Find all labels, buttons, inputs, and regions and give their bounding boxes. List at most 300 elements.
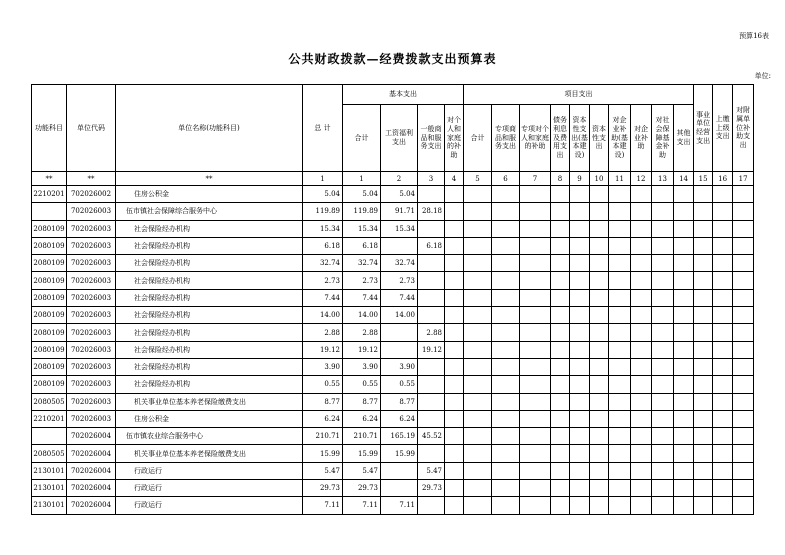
table-row (32, 376, 754, 393)
wage-cell: 32.74 (381, 255, 418, 272)
header-capital: 资本性支出 (590, 105, 609, 172)
basic-sum-cell: 3.90 (343, 358, 381, 375)
empty-cell (445, 497, 464, 514)
total-cell: 32.74 (303, 255, 343, 272)
index-cell: 14 (674, 172, 694, 186)
empty-cell (652, 237, 674, 254)
empty-cell (733, 393, 754, 410)
empty-cell (445, 289, 464, 306)
func-code-cell: 2210201 (32, 186, 67, 203)
empty-cell (609, 497, 631, 514)
goods-cell (418, 497, 445, 514)
basic-sum-cell: 5.04 (343, 186, 381, 203)
empty-cell (631, 376, 652, 393)
wage-cell: 15.99 (381, 445, 418, 462)
goods-cell (418, 289, 445, 306)
empty-cell (652, 462, 674, 479)
func-code-cell: 2130101 (32, 462, 67, 479)
empty-cell (631, 220, 652, 237)
empty-cell (631, 255, 652, 272)
empty-cell (590, 289, 609, 306)
unit-name-cell: 社会保险经办机构 (116, 272, 303, 289)
total-cell: 29.73 (303, 480, 343, 497)
wage-cell: 165.19 (381, 428, 418, 445)
total-cell: 5.47 (303, 462, 343, 479)
empty-cell (652, 480, 674, 497)
total-cell: 6.18 (303, 237, 343, 254)
empty-cell (570, 203, 590, 220)
unit-code-cell: 702026003 (67, 237, 116, 254)
empty-cell (609, 445, 631, 462)
unit-code-cell: 702026004 (67, 480, 116, 497)
empty-cell (590, 324, 609, 341)
unit-name-cell: 社会保险经办机构 (116, 289, 303, 306)
empty-cell (609, 324, 631, 341)
empty-cell (674, 428, 694, 445)
func-code-cell (32, 203, 67, 220)
wage-cell: 2.73 (381, 272, 418, 289)
empty-cell (652, 497, 674, 514)
unit-name-cell: 伍市镇社会保障综合服务中心 (116, 203, 303, 220)
empty-cell (464, 358, 492, 375)
func-code-cell: 2080109 (32, 255, 67, 272)
empty-cell (652, 255, 674, 272)
empty-cell (464, 480, 492, 497)
empty-cell (694, 289, 713, 306)
empty-cell (445, 445, 464, 462)
header-unit-code: 单位代码 (67, 85, 116, 172)
unit-code-cell: 702026002 (67, 186, 116, 203)
unit-code-cell: 702026003 (67, 255, 116, 272)
basic-sum-cell: 2.88 (343, 324, 381, 341)
empty-cell (551, 358, 570, 375)
table-row (32, 480, 754, 497)
unit-code-cell: 702026004 (67, 497, 116, 514)
empty-cell (631, 428, 652, 445)
empty-cell (674, 203, 694, 220)
unit-name-cell: 社会保险经办机构 (116, 307, 303, 324)
empty-cell (445, 462, 464, 479)
empty-cell (652, 203, 674, 220)
empty-cell (520, 376, 551, 393)
empty-cell (445, 376, 464, 393)
unit-code-cell: 702026004 (67, 445, 116, 462)
empty-cell (445, 237, 464, 254)
unit-name-cell: 住房公积金 (116, 410, 303, 427)
basic-sum-cell: 6.18 (343, 237, 381, 254)
empty-cell (520, 324, 551, 341)
table-row (32, 497, 754, 514)
empty-cell (713, 186, 733, 203)
empty-cell (464, 445, 492, 462)
goods-cell (418, 255, 445, 272)
basic-sum-cell: 5.47 (343, 462, 381, 479)
empty-cell (694, 272, 713, 289)
empty-cell (631, 497, 652, 514)
index-cell: 8 (551, 172, 570, 186)
basic-sum-cell: 119.89 (343, 203, 381, 220)
empty-cell (713, 393, 733, 410)
header-unit-name: 单位名称(功能科目) (116, 85, 303, 172)
unit-code-cell: 702026003 (67, 203, 116, 220)
empty-cell (570, 480, 590, 497)
total-cell: 7.44 (303, 289, 343, 306)
header-ent-subsidy: 对企业补助 (631, 105, 652, 172)
unit-code-cell: 702026003 (67, 324, 116, 341)
empty-cell (492, 255, 520, 272)
table-row (32, 220, 754, 237)
empty-cell (590, 186, 609, 203)
empty-cell (464, 497, 492, 514)
index-cell: 7 (520, 172, 551, 186)
wage-cell: 7.11 (381, 497, 418, 514)
empty-cell (609, 428, 631, 445)
header-upper: 上缴上级支出 (713, 85, 733, 172)
empty-cell (733, 497, 754, 514)
unit-name-cell: 社会保险经办机构 (116, 358, 303, 375)
empty-cell (609, 376, 631, 393)
empty-cell (492, 480, 520, 497)
empty-cell (570, 324, 590, 341)
header-personal: 对个人和家庭的补助 (445, 105, 464, 172)
index-cell: 12 (631, 172, 652, 186)
unit-code-cell: 702026003 (67, 410, 116, 427)
empty-cell (694, 324, 713, 341)
empty-cell (631, 358, 652, 375)
empty-cell (570, 393, 590, 410)
empty-cell (590, 393, 609, 410)
empty-cell (520, 462, 551, 479)
total-cell: 119.89 (303, 203, 343, 220)
empty-cell (551, 289, 570, 306)
empty-cell (652, 272, 674, 289)
goods-cell (418, 220, 445, 237)
empty-cell (570, 272, 590, 289)
unit-code-cell: 702026004 (67, 428, 116, 445)
basic-sum-cell: 19.12 (343, 341, 381, 358)
empty-cell (464, 462, 492, 479)
empty-cell (733, 307, 754, 324)
empty-cell (570, 376, 590, 393)
empty-cell (464, 220, 492, 237)
goods-cell (418, 186, 445, 203)
unit-code-cell: 702026003 (67, 341, 116, 358)
empty-cell (445, 410, 464, 427)
empty-cell (609, 410, 631, 427)
empty-cell (464, 324, 492, 341)
empty-cell (694, 220, 713, 237)
empty-cell (694, 186, 713, 203)
header-func-code: 功能科目 (32, 85, 67, 172)
goods-cell: 5.47 (418, 462, 445, 479)
unit-name-cell: 伍市镇农业综合服务中心 (116, 428, 303, 445)
empty-cell (713, 307, 733, 324)
wage-cell: 91.71 (381, 203, 418, 220)
index-cell: 1 (343, 172, 381, 186)
total-cell: 15.99 (303, 445, 343, 462)
empty-cell (590, 237, 609, 254)
unit-name-cell: 社会保险经办机构 (116, 341, 303, 358)
empty-cell (674, 341, 694, 358)
basic-sum-cell: 15.34 (343, 220, 381, 237)
empty-cell (551, 220, 570, 237)
total-cell: 2.73 (303, 272, 343, 289)
empty-cell (652, 324, 674, 341)
empty-cell (590, 220, 609, 237)
unit-name-cell: 机关事业单位基本养老保险缴费支出 (116, 393, 303, 410)
index-cell: 1 (303, 172, 343, 186)
empty-cell (520, 203, 551, 220)
func-code-cell: 2210201 (32, 410, 67, 427)
empty-cell (733, 324, 754, 341)
empty-cell (694, 255, 713, 272)
total-cell: 3.90 (303, 358, 343, 375)
wage-cell: 5.04 (381, 186, 418, 203)
goods-cell: 29.73 (418, 480, 445, 497)
header-basic-group: 基本支出 (343, 85, 464, 105)
empty-cell (733, 186, 754, 203)
empty-cell (733, 272, 754, 289)
empty-cell (492, 307, 520, 324)
empty-cell (551, 255, 570, 272)
empty-cell (694, 410, 713, 427)
empty-cell (492, 428, 520, 445)
header-wage: 工资福利支出 (381, 105, 418, 172)
empty-cell (674, 445, 694, 462)
empty-cell (674, 376, 694, 393)
empty-cell (464, 272, 492, 289)
empty-cell (445, 203, 464, 220)
unit-name-cell: 住房公积金 (116, 186, 303, 203)
empty-cell (492, 289, 520, 306)
empty-cell (445, 324, 464, 341)
empty-cell (674, 497, 694, 514)
header-proj-sum: 合计 (464, 105, 492, 172)
empty-cell (464, 307, 492, 324)
total-cell: 14.00 (303, 307, 343, 324)
wage-cell (381, 341, 418, 358)
empty-cell (652, 410, 674, 427)
empty-cell (631, 203, 652, 220)
func-code-cell: 2080109 (32, 272, 67, 289)
empty-cell (713, 220, 733, 237)
wage-cell: 14.00 (381, 307, 418, 324)
empty-cell (674, 307, 694, 324)
func-code-cell: 2080109 (32, 289, 67, 306)
empty-cell (713, 480, 733, 497)
empty-cell (694, 203, 713, 220)
empty-cell (520, 237, 551, 254)
empty-cell (694, 341, 713, 358)
empty-cell (570, 358, 590, 375)
empty-cell (551, 341, 570, 358)
empty-cell (713, 255, 733, 272)
total-cell: 19.12 (303, 341, 343, 358)
unit-name-cell: 社会保险经办机构 (116, 324, 303, 341)
index-cell: ** (32, 172, 67, 186)
empty-cell (631, 307, 652, 324)
empty-cell (492, 220, 520, 237)
empty-cell (492, 186, 520, 203)
empty-cell (713, 410, 733, 427)
empty-cell (694, 376, 713, 393)
basic-sum-cell: 8.77 (343, 393, 381, 410)
goods-cell (418, 272, 445, 289)
empty-cell (674, 237, 694, 254)
empty-cell (464, 255, 492, 272)
goods-cell (418, 376, 445, 393)
goods-cell: 19.12 (418, 341, 445, 358)
header-affiliate: 对附属单位补助支出 (733, 85, 754, 172)
index-cell: 10 (590, 172, 609, 186)
basic-sum-cell: 2.73 (343, 272, 381, 289)
empty-cell (590, 255, 609, 272)
wage-cell (381, 237, 418, 254)
table-row (32, 203, 754, 220)
header-biz-unit: 事业单位经营支出 (694, 85, 713, 172)
basic-sum-cell: 29.73 (343, 480, 381, 497)
empty-cell (590, 410, 609, 427)
empty-cell (551, 497, 570, 514)
empty-cell (464, 186, 492, 203)
empty-cell (631, 410, 652, 427)
empty-cell (551, 393, 570, 410)
empty-cell (520, 393, 551, 410)
empty-cell (713, 237, 733, 254)
empty-cell (520, 497, 551, 514)
empty-cell (713, 462, 733, 479)
unit-name-cell: 社会保险经办机构 (116, 237, 303, 254)
budget-table (31, 84, 754, 515)
index-cell: 11 (609, 172, 631, 186)
goods-cell: 28.18 (418, 203, 445, 220)
table-row (32, 462, 754, 479)
empty-cell (674, 393, 694, 410)
empty-cell (520, 272, 551, 289)
total-cell: 0.55 (303, 376, 343, 393)
empty-cell (551, 324, 570, 341)
unit-name-cell: 行政运行 (116, 497, 303, 514)
table-number-label: 预算16表 (739, 32, 769, 40)
table-body (32, 186, 754, 515)
empty-cell (674, 220, 694, 237)
empty-cell (652, 445, 674, 462)
goods-cell (418, 307, 445, 324)
empty-cell (733, 203, 754, 220)
goods-cell (418, 393, 445, 410)
empty-cell (551, 445, 570, 462)
empty-cell (631, 445, 652, 462)
empty-cell (733, 341, 754, 358)
empty-cell (713, 445, 733, 462)
header-special-personal: 专项对个人和家庭的补助 (520, 105, 551, 172)
empty-cell (520, 428, 551, 445)
table-row (32, 272, 754, 289)
empty-cell (570, 220, 590, 237)
total-cell: 15.34 (303, 220, 343, 237)
total-cell: 8.77 (303, 393, 343, 410)
empty-cell (713, 289, 733, 306)
empty-cell (551, 480, 570, 497)
func-code-cell: 2130101 (32, 497, 67, 514)
empty-cell (713, 272, 733, 289)
unit-code-cell: 702026003 (67, 358, 116, 375)
index-cell: ** (116, 172, 303, 186)
empty-cell (631, 393, 652, 410)
header-special-goods: 专项商品和服务支出 (492, 105, 520, 172)
table-row (32, 445, 754, 462)
empty-cell (520, 410, 551, 427)
empty-cell (733, 220, 754, 237)
header-goods: 一般商品和服务支出 (418, 105, 445, 172)
empty-cell (694, 307, 713, 324)
header-ent-subsidy-build: 对企业补助(基本建设) (609, 105, 631, 172)
basic-sum-cell: 15.99 (343, 445, 381, 462)
func-code-cell: 2130101 (32, 480, 67, 497)
empty-cell (492, 497, 520, 514)
basic-sum-cell: 210.71 (343, 428, 381, 445)
empty-cell (445, 341, 464, 358)
header-total: 总 计 (303, 85, 343, 172)
goods-cell: 45.52 (418, 428, 445, 445)
basic-sum-cell: 7.44 (343, 289, 381, 306)
column-index-row (32, 172, 754, 186)
empty-cell (713, 358, 733, 375)
empty-cell (590, 428, 609, 445)
unit-code-cell: 702026003 (67, 289, 116, 306)
empty-cell (674, 410, 694, 427)
empty-cell (631, 272, 652, 289)
empty-cell (445, 393, 464, 410)
empty-cell (590, 358, 609, 375)
empty-cell (590, 462, 609, 479)
empty-cell (674, 358, 694, 375)
index-cell: 5 (464, 172, 492, 186)
empty-cell (652, 289, 674, 306)
empty-cell (570, 237, 590, 254)
empty-cell (492, 324, 520, 341)
empty-cell (733, 480, 754, 497)
empty-cell (733, 462, 754, 479)
table-row (32, 324, 754, 341)
empty-cell (694, 480, 713, 497)
index-cell: ** (67, 172, 116, 186)
unit-name-cell: 行政运行 (116, 480, 303, 497)
header-debt: 债务利息及费用支出 (551, 105, 570, 172)
empty-cell (609, 480, 631, 497)
empty-cell (713, 324, 733, 341)
empty-cell (445, 255, 464, 272)
empty-cell (492, 462, 520, 479)
wage-cell: 8.77 (381, 393, 418, 410)
empty-cell (609, 237, 631, 254)
table-row (32, 410, 754, 427)
empty-cell (464, 289, 492, 306)
empty-cell (694, 237, 713, 254)
empty-cell (570, 255, 590, 272)
empty-cell (570, 289, 590, 306)
table-row (32, 237, 754, 254)
empty-cell (570, 410, 590, 427)
empty-cell (492, 272, 520, 289)
wage-cell (381, 462, 418, 479)
unit-code-cell: 702026004 (67, 462, 116, 479)
total-cell: 7.11 (303, 497, 343, 514)
empty-cell (551, 186, 570, 203)
index-cell: 2 (381, 172, 418, 186)
empty-cell (652, 341, 674, 358)
empty-cell (445, 480, 464, 497)
